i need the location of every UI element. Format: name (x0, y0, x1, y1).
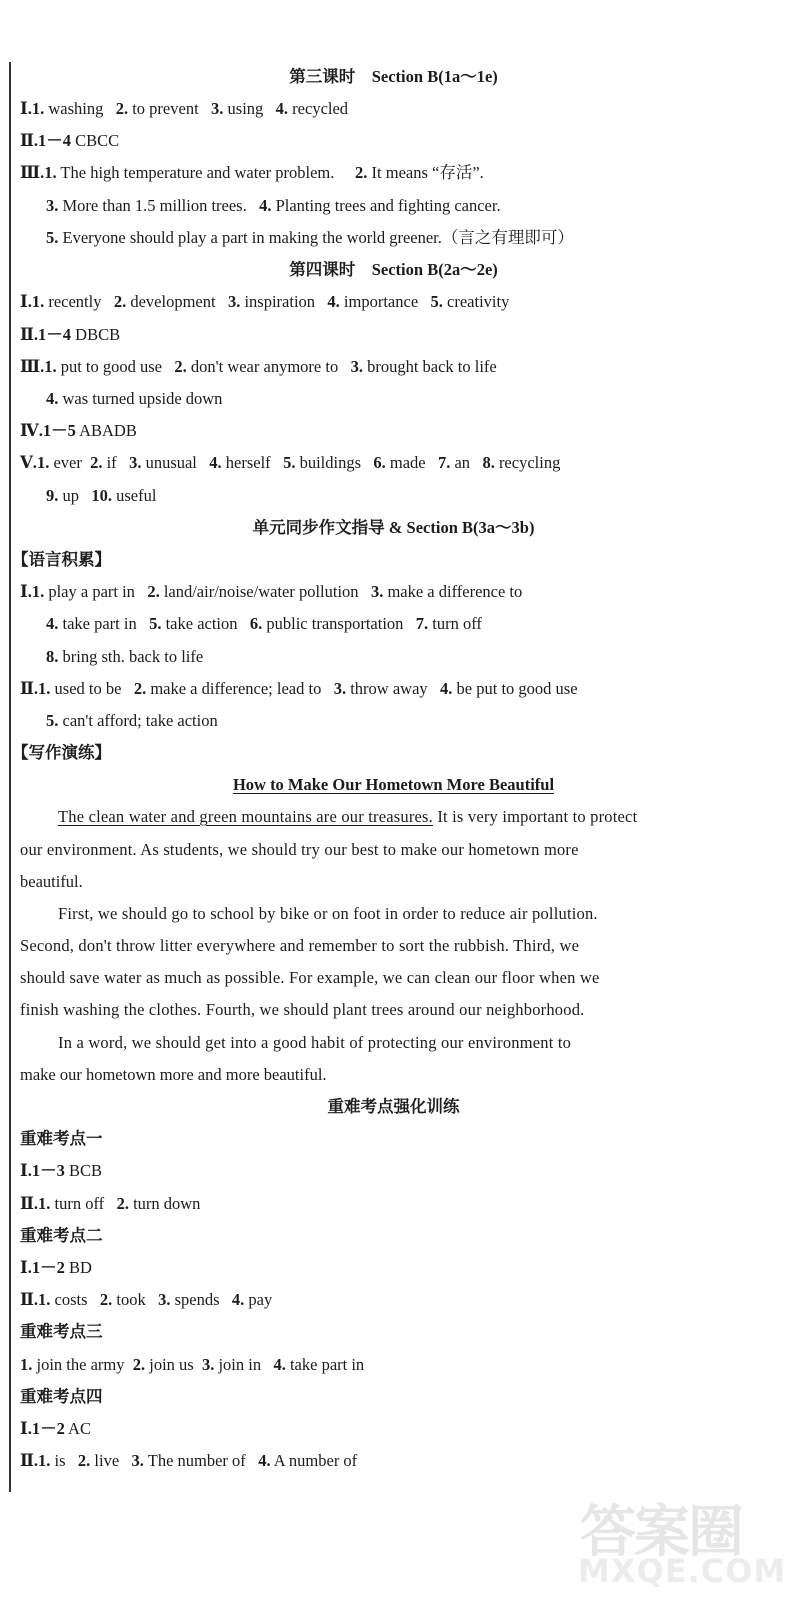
watermark-bottom: MXQE.COM (578, 1552, 787, 1590)
essay-line: In a word, we should get into a good habit of protecting our environment to (58, 1033, 572, 1052)
answer-line: 5. Everyone should play a part in making the world greener.（言之有理即可） (46, 228, 574, 247)
key-point-heading: 重难考点三 (20, 1322, 103, 1341)
essay-line: should save water as much as possible. For example, we can clean our floor when we (20, 968, 600, 987)
answer-line: 9. up 10. useful (46, 486, 157, 505)
answer-line: 3. More than 1.5 million trees. 4. Planting trees and fighting cancer. (46, 196, 501, 215)
answer-line: 8. bring sth. back to life (46, 647, 204, 666)
answer-line: Ⅰ.1. washing 2. to prevent 3. using 4. recycled (20, 99, 349, 118)
answer-line: Ⅰ.1－2 BD (20, 1258, 92, 1277)
key-point-heading: 重难考点四 (20, 1387, 103, 1406)
essay-line: our environment. As students, we should try our best to make our hometown more (20, 840, 579, 859)
key-point-heading: 重难考点二 (20, 1226, 103, 1245)
answer-line: 5. can't afford; take action (46, 711, 218, 730)
answer-line: 4. was turned upside down (46, 389, 223, 408)
answer-line: Ⅰ.1－2 AC (20, 1419, 91, 1438)
answer-line: Ⅲ.1. put to good use 2. don't wear anymore to 3. brought back to life (20, 357, 497, 376)
section-title-lesson4: 第四课时 Section B(2a～2e) (289, 260, 498, 279)
answer-line: 1. join the army 2. join us 3. join in 4. take part in (20, 1355, 365, 1374)
essay-line: Second, don't throw litter everywhere and remember to sort the rubbish. Third, we (20, 936, 580, 955)
answer-line: Ⅲ.1. The high temperature and water problem. 2. It means “存活”. (20, 163, 484, 182)
answer-line: Ⅱ.1－4 DBCB (20, 325, 121, 344)
essay-line: The clean water and green mountains are our treasures. It is very important to protect (58, 807, 638, 826)
answer-line: Ⅱ.1. is 2. live 3. The number of 4. A number of (20, 1451, 358, 1470)
answer-line: Ⅳ.1－5 ABADB (20, 421, 137, 440)
answer-line: 4. take part in 5. take action 6. public transportation 7. turn off (46, 614, 482, 633)
key-point-heading: 重难考点一 (20, 1129, 103, 1148)
answer-line: Ⅰ.1. play a part in 2. land/air/noise/water pollution 3. make a difference to (20, 582, 523, 601)
watermark-logo (560, 1488, 787, 1593)
essay-line: beautiful. (20, 872, 83, 891)
section-title-writing: 单元同步作文指导 & Section B(3a～3b) (252, 518, 535, 537)
answer-line: Ⅰ.1－3 BCB (20, 1161, 102, 1180)
subheading-language: 【语言积累】 (12, 550, 111, 569)
essay-line: finish washing the clothes. Fourth, we should plant trees around our neighborhood. (20, 1000, 585, 1019)
essay-line: make our hometown more and more beautiful. (20, 1065, 327, 1084)
answer-line: Ⅱ.1. used to be 2. make a difference; lead to 3. throw away 4. be put to good use (20, 679, 578, 698)
watermark-top: 答案圈 (580, 1500, 742, 1565)
answer-line: Ⅴ.1. ever 2. if 3. unusual 4. herself 5. buildings 6. made 7. an 8. recycling (20, 453, 561, 472)
answer-line: Ⅱ.1－4 CBCC (20, 131, 120, 150)
answer-line: Ⅱ.1. costs 2. took 3. spends 4. pay (20, 1290, 273, 1309)
essay-line: First, we should go to school by bike or on foot in order to reduce air pollution. (58, 904, 598, 923)
section-title-lesson3: 第三课时 Section B(1a～1e) (289, 67, 498, 86)
section-title-key-points: 重难考点强化训练 (327, 1097, 460, 1116)
subheading-writing: 【写作演练】 (12, 743, 111, 762)
essay-title: How to Make Our Hometown More Beautiful (232, 775, 555, 794)
answer-line: Ⅱ.1. turn off 2. turn down (20, 1194, 201, 1213)
answer-line: Ⅰ.1. recently 2. development 3. inspiration 4. importance 5. creativity (20, 292, 510, 311)
